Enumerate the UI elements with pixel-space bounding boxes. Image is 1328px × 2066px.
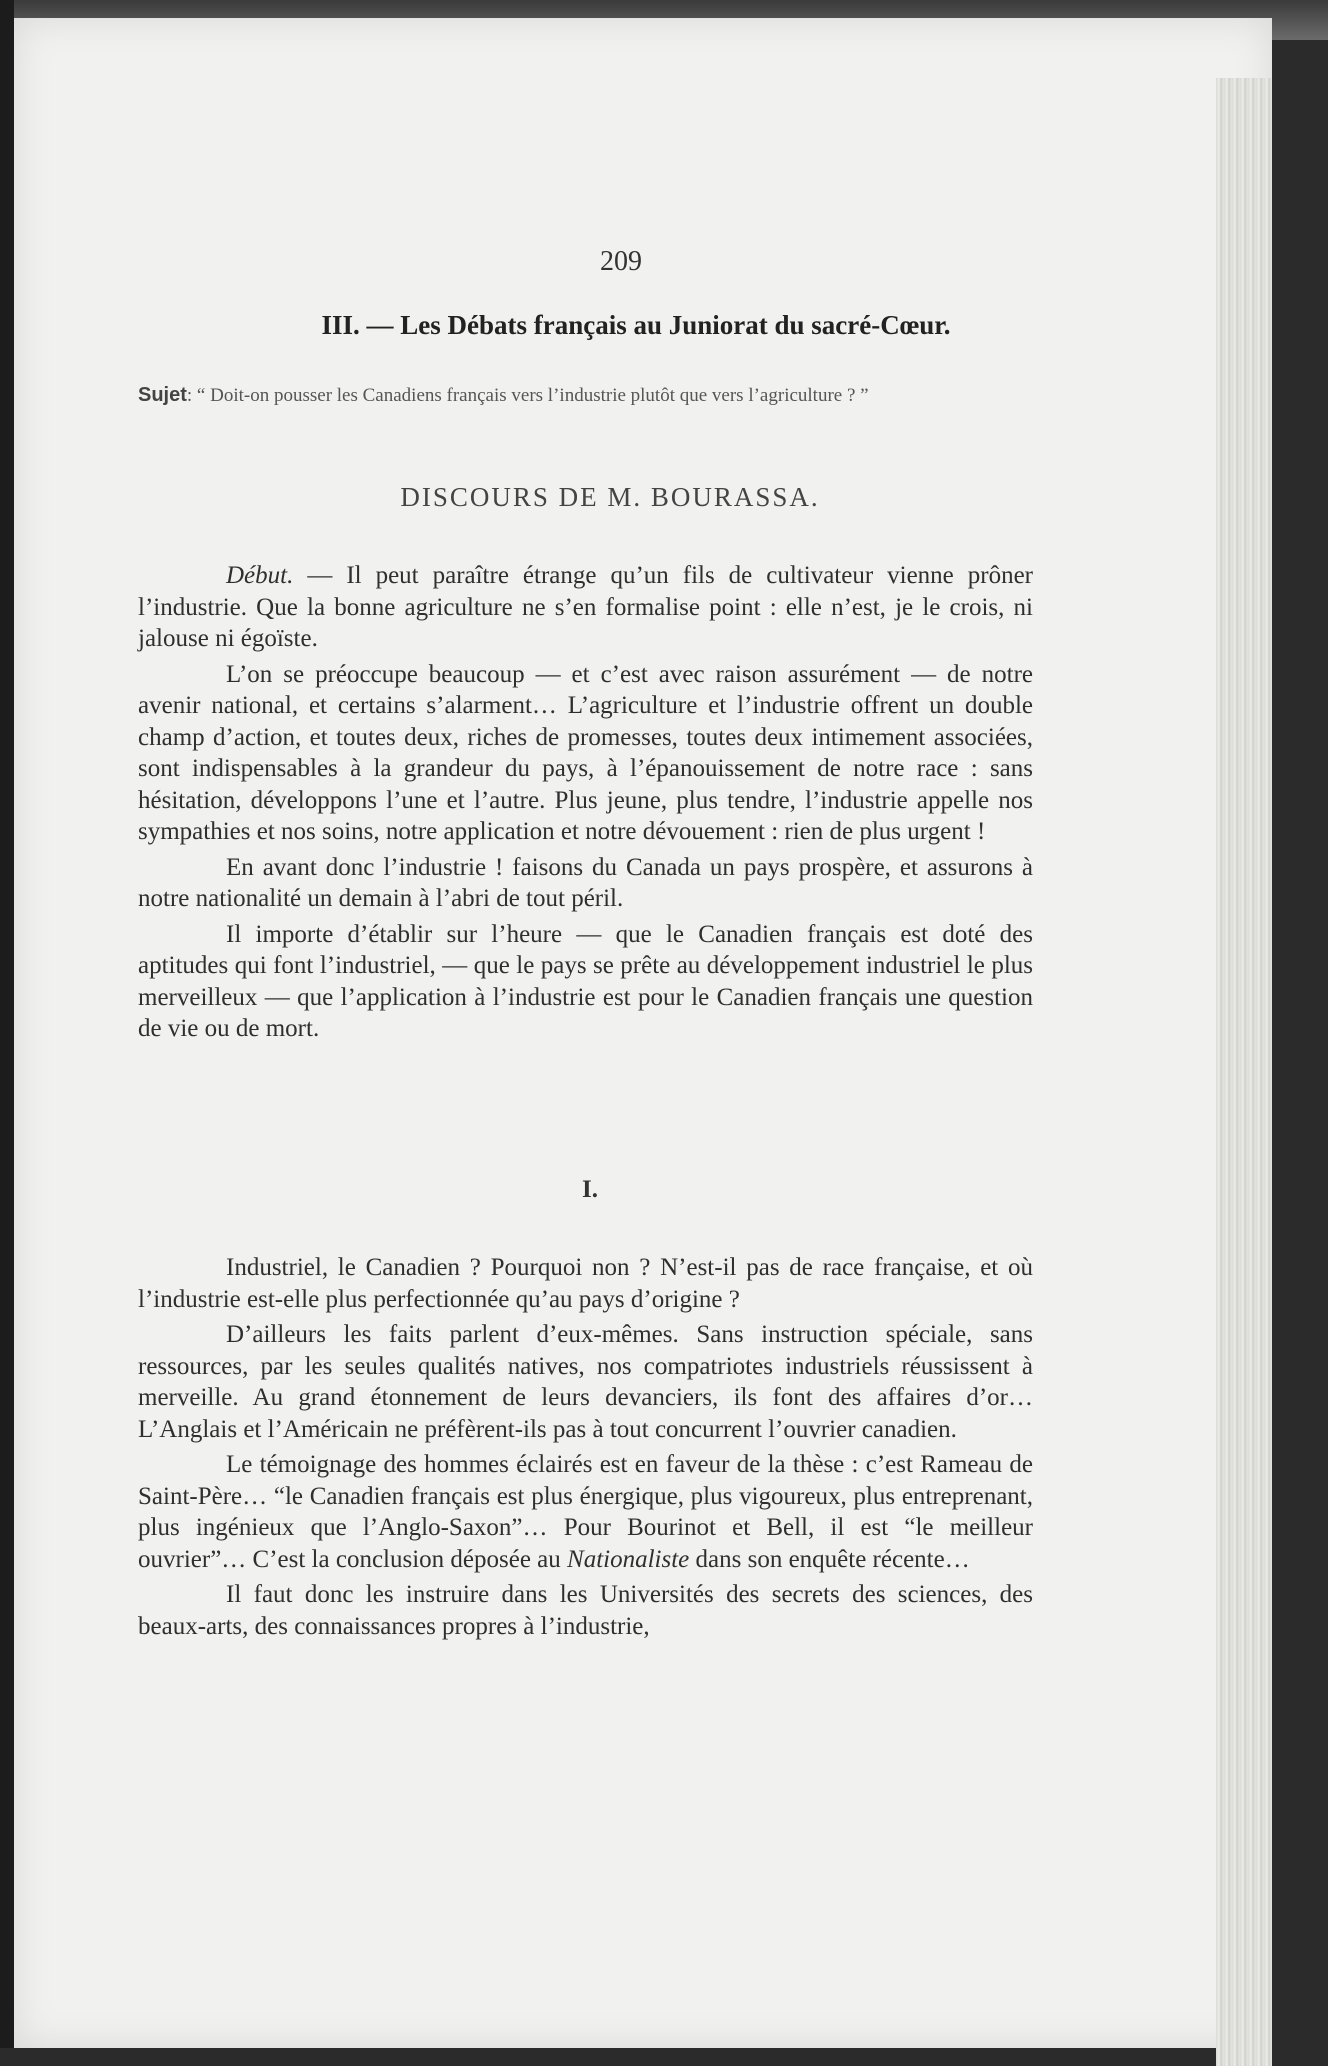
part-one-section bbox=[138, 1252, 1033, 1642]
intro-lead: Début. bbox=[226, 562, 294, 589]
part-heading: I. bbox=[582, 1176, 598, 1203]
subject-line bbox=[138, 382, 1033, 409]
intro-paragraph-1: Début. — Il peut paraître étrange qu’un fils de cultivateur vienne prôner l’industrie. Que la bonne agriculture ne s’en formalise point : elle n’est, je le crois, ni jalouse ni égoïste. bbox=[138, 562, 1033, 652]
subject-text: : “ Doit-on pousser les Canadiens français vers l’industrie plutôt que vers l’agriculture ? ” bbox=[186, 385, 869, 406]
intro-paragraph-4: Il importe d’établir sur l’heure — que le Canadien français est doté des aptitudes qui font l’industriel, — que le pays se prête au développement industriel le plus merveilleux — que l’application à l’industrie est pour le Canadien français une question de vie ou de mort. bbox=[138, 920, 1033, 1042]
intro-paragraph-3: En avant donc l’industrie ! faisons du Canada un pays prospère, et assurons à notre nationalité un demain à l’abri de tout péril. bbox=[138, 853, 1033, 912]
intro-paragraph-2: L’on se préoccupe beaucoup — et c’est avec raison assurément — de notre avenir national, et certains s’alarment… L’agriculture et l’industrie offrent un double champ d’action, et toutes deux, riches de promesses, toutes deux intimement associées, sont indispensables à la grandeur du pays, à l’épanouissement de notre race : sans hésitation, développons l’une et l’autre. Plus jeune, plus tendre, l’industrie appelle nos sympathies et nos soins, notre application et notre dévouement : rien de plus urgent ! bbox=[138, 660, 1033, 845]
intro-section bbox=[138, 560, 1033, 1045]
subject-label: Sujet bbox=[138, 384, 187, 406]
part-one-paragraph-1: Industriel, le Canadien ? Pourquoi non ? N’est-il pas de race française, et où l’industrie est-elle plus perfectionnée qu’au pays d’origine ? bbox=[138, 1254, 1033, 1313]
page-edge-stack bbox=[1216, 78, 1272, 2066]
part-one-paragraph-3: Le témoignage des hommes éclairés est en faveur de la thèse : c’est Rameau de Saint-Père… “le Canadien français est plus énergique, plus vigoureux, plus entreprenant, plus ingénieux que l’Anglo-Saxon”… Pour Bourinot et Bell, il est “le meilleur ouvrier”… C’est la conclusion déposée au Nationaliste dans son enquête récente… bbox=[138, 1451, 1033, 1573]
journal-name: Nationaliste bbox=[567, 1545, 690, 1573]
part-one-paragraph-2: D’ailleurs les faits parlent d’eux-mêmes. Sans instruction spéciale, sans ressources, par les seules qualités natives, nos compatriotes industriels réussissent à merveille. Au grand étonnement de leurs devanciers, ils font des affaires d’or… L’Anglais et l’Américain ne préfèrent-ils pas à tout concurrent l’ouvrier canadien. bbox=[138, 1321, 1033, 1443]
part-one-paragraph-4: Il faut donc les instruire dans les Universités des secrets des sciences, des beaux-arts, des connaissances propres à l’industrie, bbox=[138, 1581, 1033, 1640]
speech-title: DISCOURS DE M. BOURASSA. bbox=[400, 482, 820, 512]
page-number: 209 bbox=[600, 246, 642, 277]
section-title: III. — Les Débats français au Juniorat du sacré-Cœur. bbox=[321, 310, 951, 340]
